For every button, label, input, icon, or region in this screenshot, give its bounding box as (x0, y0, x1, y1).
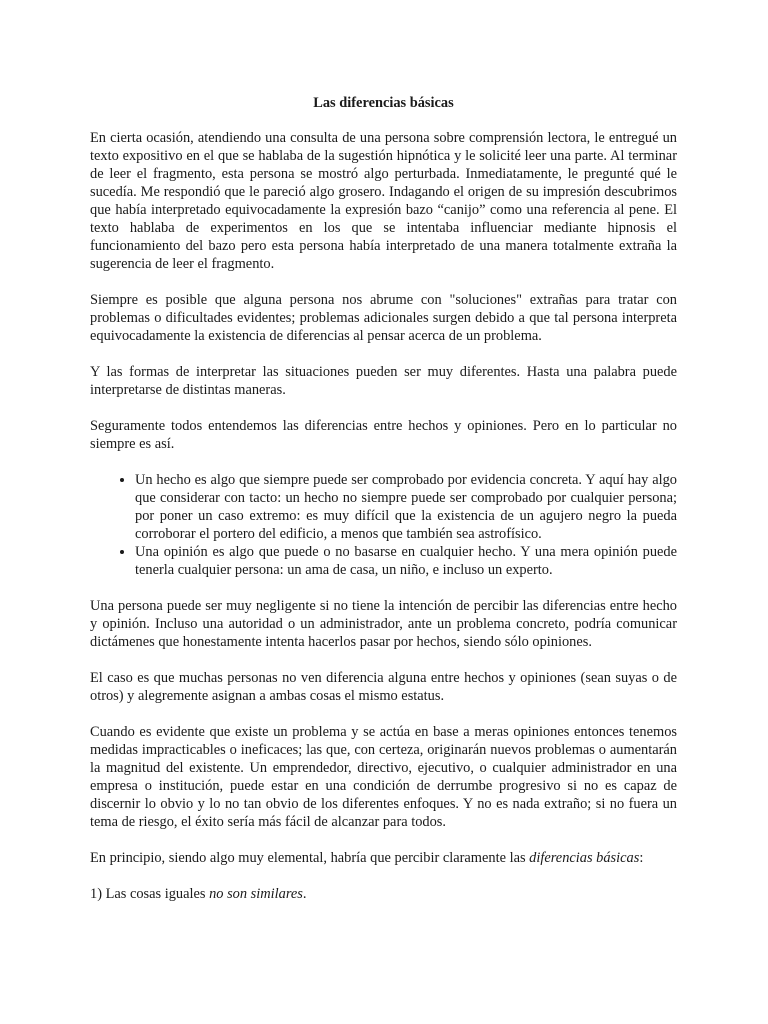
item-one-emphasis: no son similares (209, 886, 303, 902)
document-page (90, 94, 677, 921)
paragraph-negligence: Una persona puede ser muy negligente si no tiene la intención de percibir las diferencias entre hecho y opinión. Incluso una autoridad o un administrador, ante un problema concreto, podría comunicar dictámenes que honestamente intenta hacerlos pasar por hechos, siendo sólo opiniones. (90, 598, 677, 650)
principle-emphasis: diferencias básicas (529, 850, 640, 866)
document-title: Las diferencias básicas (313, 95, 454, 111)
item-one-lead: 1) Las cosas iguales (90, 886, 210, 902)
paragraph-item-one (90, 885, 677, 903)
paragraph-status: El caso es que muchas personas no ven diferencia alguna entre hechos y opiniones (sean suyas o de otros) y alegremente asignan a ambas cosas el mismo estatus. (90, 670, 677, 704)
bullet-list (90, 471, 677, 579)
bullet-opinion: • Una opinión es algo que puede o no basarse en cualquier hecho. Y una mera opinión puede tenerla cualquier persona: un ama de casa, un niño, e incluso un experto. (135, 543, 677, 579)
item-one-tail: . (302, 886, 307, 902)
principle-tail: : (639, 850, 644, 866)
bullet-fact: • Un hecho es algo que siempre puede ser comprobado por evidencia concreta. Y aquí hay algo que considerar con tacto: un hecho no siempre puede ser comprobado por cualquier persona; por poner un caso extremo: es muy difícil que la existencia de un agujero negro la pueda corroborar el portero del edificio, a menos que también sea astrofísico. (135, 471, 677, 543)
paragraph-solutions: Siempre es posible que alguna persona nos abrume con "soluciones" extrañas para tratar con problemas o dificultades evidentes; problemas adicionales surgen debido a que tal persona interpreta equivocadamente la existencia de diferencias al pensar acerca de un problema. (90, 292, 677, 344)
paragraph-facts-opinions: Seguramente todos entendemos las diferencias entre hechos y opiniones. Pero en lo particular no siempre es así. (90, 418, 677, 452)
paragraph-consequences: Cuando es evidente que existe un problema y se actúa en base a meras opiniones entonces tenemos medidas impracticables o ineficaces; las que, con certeza, originarán nuevos problemas o aumentarán la magnitud del existente. Un emprendedor, directivo, ejecutivo, o cualquier administrador en una empresa o institución, puede estar en una condición de derrumbe progresivo si no es capaz de discernir lo obvio y lo no tan obvio de los diferentes enfoques. Y no es nada extraño; si no fuera un tema de riesgo, el éxito sería más fácil de alcanzar para todos. (90, 724, 677, 830)
principle-lead: En principio, siendo algo muy elemental, habría que percibir claramente las (90, 850, 530, 866)
paragraph-principle (90, 849, 677, 867)
paragraph-intro: En cierta ocasión, atendiendo una consulta de una persona sobre comprensión lectora, le entregué un texto expositivo en el que se hablaba de la sugestión hipnótica y le solicité leer una parte. Al terminar de leer el fragmento, esta persona se mostró algo perturbada. Inmediatamente, le pregunté qué le sucedía. Me respondió que le pareció algo grosero. Indagando el origen de su impresión descubrimos que había interpretado equivocadamente la expresión bazo “canijo” como una referencia al pene. El texto hablaba de experimentos en los que se intentaba influenciar mediante hipnosis el funcionamiento del bazo pero esta persona había interpretado de una manera totalmente extraña la sugerencia de leer el fragmento. (90, 130, 677, 272)
paragraph-interpretation: Y las formas de interpretar las situaciones pueden ser muy diferentes. Hasta una palabra puede interpretarse de distintas maneras. (90, 364, 677, 398)
